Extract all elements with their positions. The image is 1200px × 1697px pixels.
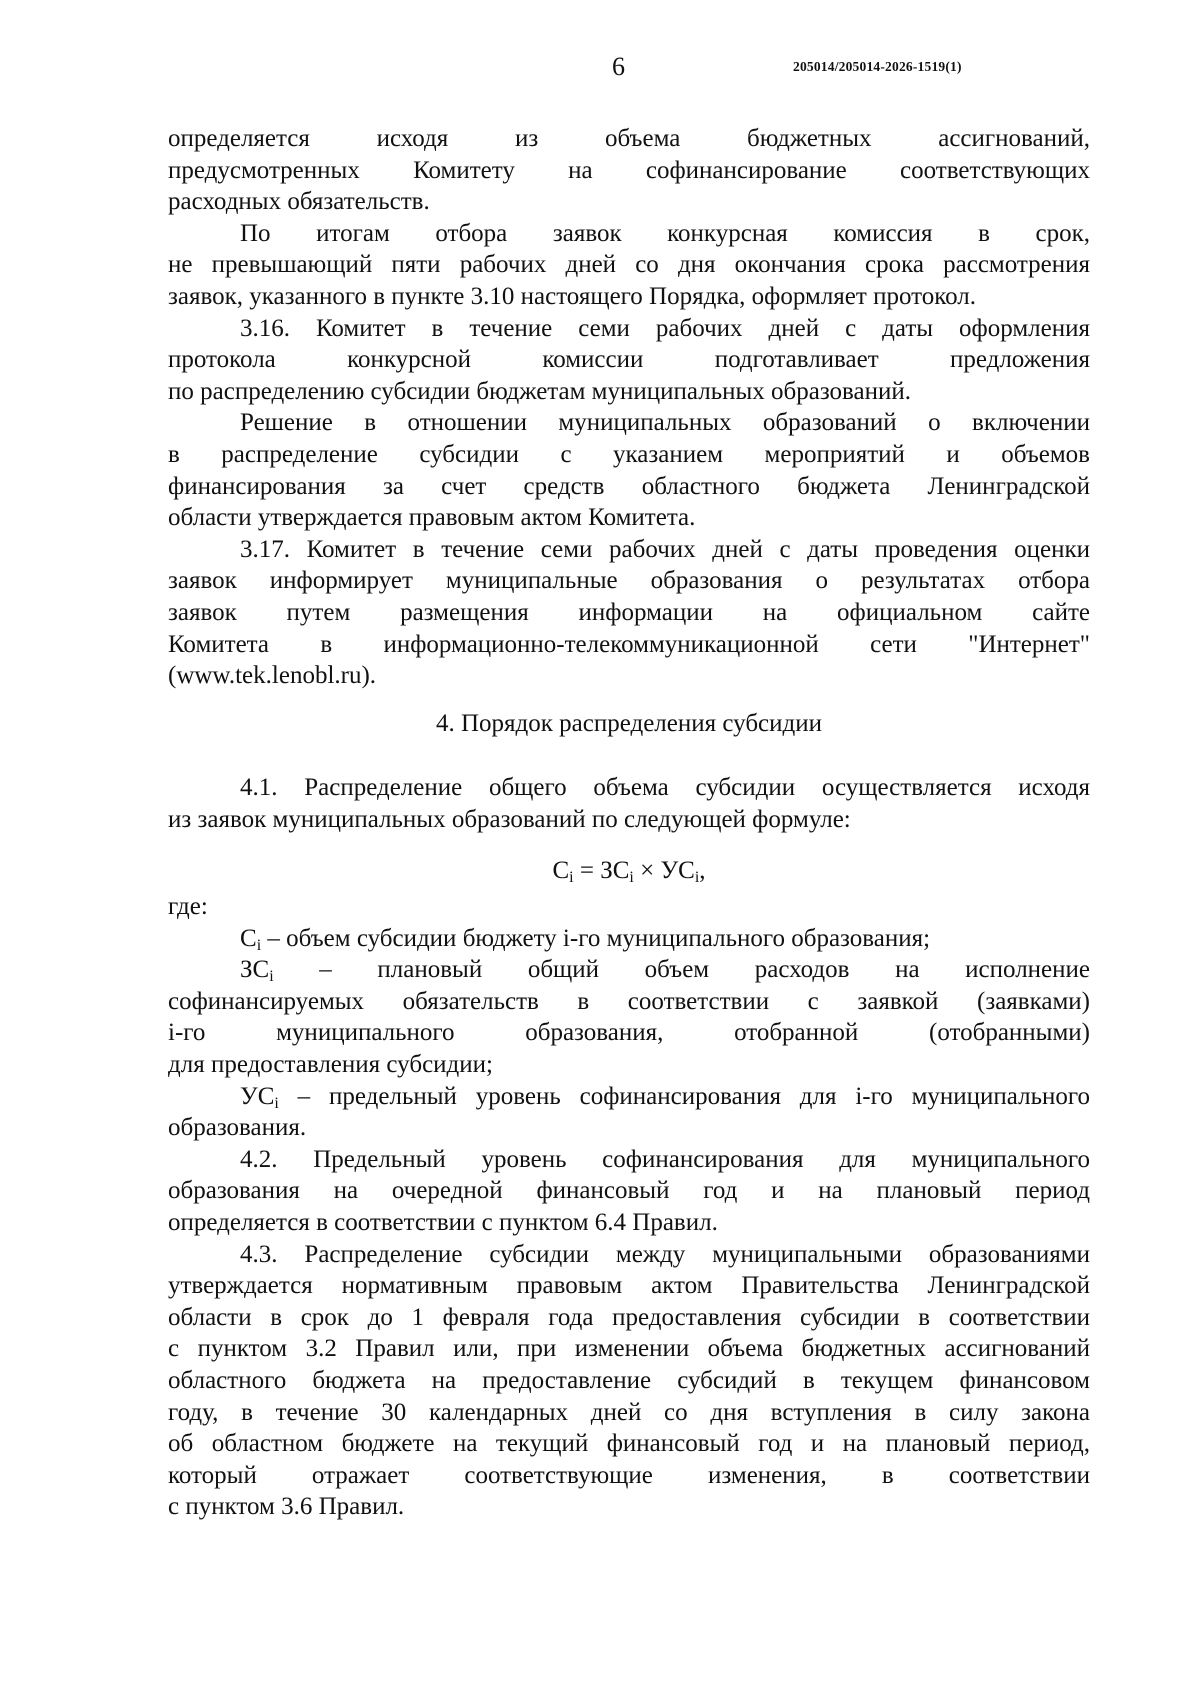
definition-subscript: i	[256, 936, 262, 954]
formula-subscript: i	[629, 869, 634, 887]
text-line: предусмотренных Комитету на софинансирование соответствующих	[168, 156, 1090, 184]
text-line: 3.17. Комитет в течение семи рабочих дней с даты проведения оценки	[240, 535, 1090, 563]
text-line	[168, 1081, 1090, 1113]
text-line: с пунктом 3.6 Правил.	[168, 1493, 405, 1521]
text-line: с пунктом 3.2 Правил или, при изменении объема бюджетных ассигнований	[168, 1335, 1090, 1363]
text-line: 4.2. Предельный уровень софинансирования для муниципального	[240, 1145, 1090, 1173]
definition-symbol: C	[240, 924, 257, 952]
text-line	[168, 923, 1090, 955]
text-line: протокола конкурсной комиссии подготавливает предложения	[168, 346, 1090, 374]
formula-symbol: = ЗC	[573, 857, 630, 885]
text-line: финансирования за счет средств областного бюджета Ленинградской	[168, 472, 1090, 500]
text-line: расходных обязательств.	[168, 188, 430, 216]
text-line: определяется в соответствии с пунктом 6.4 Правил.	[168, 1209, 718, 1236]
text-line: не превышающий пяти рабочих дней со дня окончания срока рассмотрения	[168, 251, 1090, 279]
text-line: Решение в отношении муниципальных образований о включении	[240, 409, 1090, 437]
paragraph-3-16	[168, 313, 1090, 408]
paragraph-4-2	[168, 1144, 1090, 1239]
document-body	[168, 123, 1090, 1523]
text-line: утверждается нормативным правовым актом Правительства Ленинградской	[168, 1272, 1090, 1300]
paragraph-decision	[168, 407, 1090, 533]
text-line: софинансируемых обязательств в соответствии с заявкой (заявками)	[168, 987, 1090, 1015]
text-line: (www.tek.lenobl.ru).	[168, 662, 377, 690]
text-line: 4.1. Распределение общего объема субсидии осуществляется исходя	[240, 774, 1090, 802]
definition-text: – объем субсидии бюджету i-го муниципального образования;	[261, 924, 931, 952]
section-heading: 4. Порядок распределения субсидии	[435, 709, 822, 737]
formula-subscript: i	[694, 869, 700, 887]
paragraph-4-3	[168, 1239, 1090, 1523]
formula	[168, 855, 1090, 887]
paragraph-protocol	[168, 218, 1090, 313]
definition-text: – плановый общий объем расходов на исполнение	[273, 956, 1090, 984]
formula-symbol: ,	[699, 857, 706, 885]
text-line: образования на очередной финансовый год и на плановый период	[168, 1177, 1090, 1205]
paragraph-4-1	[168, 772, 1090, 835]
text-line: из заявок муниципальных образований по следующей формуле:	[168, 805, 851, 833]
page-number: 6	[612, 52, 625, 81]
definition-text: – предельный уровень софинансирования для i-го муниципального	[278, 1082, 1090, 1110]
text-line: который отражает соответствующие изменения, в соответствии	[168, 1461, 1090, 1489]
text-line: об областном бюджете на текущий финансовый год и на плановый период,	[168, 1430, 1090, 1458]
text-line: заявок, указанного в пункте 3.10 настоящего Порядка, оформляет протокол.	[168, 282, 976, 310]
definition-symbol: ЗC	[240, 956, 270, 984]
text-line: для предоставления субсидии;	[168, 1051, 493, 1079]
definition-zc	[168, 954, 1090, 1080]
text-line: определяется исходя из объема бюджетных ассигнований,	[168, 125, 1090, 152]
text-line: области утверждается правовым актом Комитета.	[168, 504, 696, 532]
formula-symbol: C	[552, 857, 570, 885]
formula-symbol: × УC	[633, 857, 695, 885]
text-line: заявок путем размещения информации на официальном сайте	[168, 598, 1090, 626]
text-line	[168, 954, 1090, 986]
text-line: году, в течение 30 календарных дней со дня вступления в силу закона	[168, 1398, 1090, 1426]
where-label: где:	[168, 893, 208, 921]
paragraph-budget-allocations	[168, 123, 1090, 218]
text-line: По итогам отбора заявок конкурсная комиссия в срок,	[240, 219, 1090, 247]
text-line: Комитета в информационно-телекоммуникационной сети "Интернет"	[168, 630, 1090, 658]
text-line: в распределение субсидии с указанием мероприятий и объемов	[168, 440, 1090, 468]
definition-subscript: i	[269, 968, 274, 986]
text-line: заявок информирует муниципальные образования о результатах отбора	[168, 567, 1090, 595]
text-line: образования.	[168, 1114, 307, 1142]
text-line: области в срок до 1 февраля года предоставления субсидии в соответствии	[168, 1303, 1090, 1331]
text-line: i-го муниципального образования, отобранной (отобранными)	[168, 1019, 1090, 1047]
definition-uc	[168, 1081, 1090, 1144]
paragraph-3-17	[168, 534, 1090, 692]
text-line: 3.16. Комитет в течение семи рабочих дней с даты оформления	[240, 314, 1090, 342]
definition-symbol: УC	[240, 1082, 275, 1110]
text-line: по распределению субсидии бюджетам муниципальных образований.	[168, 377, 912, 405]
text-line: областного бюджета на предоставление субсидий в текущем финансовом	[168, 1366, 1090, 1394]
formula-subscript: i	[569, 869, 574, 887]
definition-subscript: i	[274, 1094, 279, 1112]
document-id: 205014/205014-2026-1519(1)	[793, 59, 962, 74]
definition-c	[168, 923, 1090, 955]
text-line: 4.3. Распределение субсидии между муниципальными образованиями	[240, 1240, 1090, 1268]
